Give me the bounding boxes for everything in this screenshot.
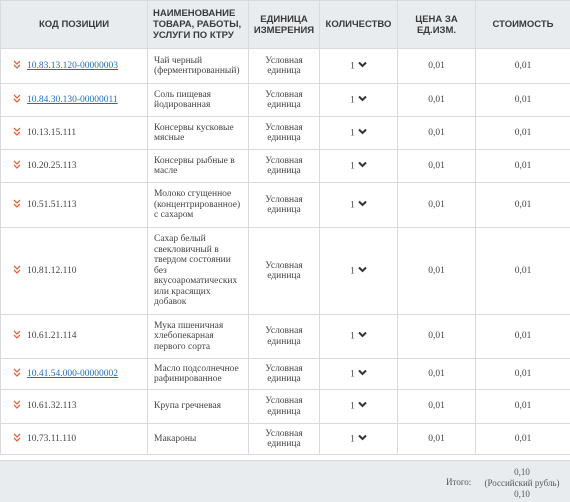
quantity-value: 1	[350, 94, 355, 105]
position-code: 10.73.11.110	[27, 433, 77, 444]
item-name: Масло подсолнечное рафинированное	[148, 359, 249, 390]
item-name: Сахар белый свекловичный в твердом состоянии без вкусоароматических или красящих добавок	[148, 228, 249, 315]
quantity-value: 1	[350, 60, 355, 71]
unit-price: 0,01	[398, 315, 476, 359]
table-header-row	[1, 1, 570, 49]
table-row	[1, 49, 570, 84]
quantity-value: 1	[350, 331, 355, 342]
double-chevron-down-icon[interactable]	[13, 368, 27, 381]
item-name: Макароны	[148, 424, 249, 455]
totals-footer	[0, 460, 570, 502]
unit-price: 0,01	[398, 359, 476, 390]
unit: Условная единица	[249, 359, 320, 390]
quantity-cell	[320, 390, 398, 424]
double-chevron-down-icon[interactable]	[13, 60, 27, 73]
table-row	[1, 359, 570, 390]
unit-price: 0,01	[398, 424, 476, 455]
position-code-cell	[1, 150, 148, 183]
quantity-cell	[320, 315, 398, 359]
position-code: 10.61.32.113	[27, 401, 77, 412]
position-code: 10.51.51.113	[27, 199, 77, 210]
double-chevron-down-icon[interactable]	[13, 127, 27, 140]
header-price: ЦЕНА ЗА ЕД.ИЗМ.	[398, 1, 476, 49]
position-code: 10.61.21.114	[27, 331, 77, 342]
double-chevron-down-icon[interactable]	[13, 160, 27, 173]
position-code-cell	[1, 49, 148, 84]
cost: 0,01	[476, 49, 570, 84]
cost: 0,01	[476, 359, 570, 390]
total-currency: (Российский рубль)	[484, 478, 560, 488]
header-name: НАИМЕНОВАНИЕ ТОВАРА, РАБОТЫ, УСЛУГИ ПО КТРУ	[148, 1, 249, 49]
table-row	[1, 424, 570, 455]
quantity-value: 1	[350, 433, 355, 444]
unit: Условная единица	[249, 84, 320, 117]
double-chevron-down-icon[interactable]	[13, 330, 27, 343]
header-qty: КОЛИЧЕСТВО	[320, 1, 398, 49]
unit: Условная единица	[249, 117, 320, 150]
position-code-cell	[1, 117, 148, 150]
unit: Условная единица	[249, 390, 320, 424]
table-row	[1, 315, 570, 359]
double-chevron-down-icon[interactable]	[13, 265, 27, 278]
quantity-value: 1	[350, 127, 355, 138]
item-name: Соль пищевая йодированная	[148, 84, 249, 117]
total-label: Итого:	[446, 477, 472, 487]
header-cost: СТОИМОСТЬ	[476, 1, 570, 49]
unit: Условная единица	[249, 183, 320, 228]
position-code-cell	[1, 315, 148, 359]
position-code[interactable]: 10.84.30.130-00000011	[27, 94, 118, 105]
quantity-cell	[320, 183, 398, 228]
table-row	[1, 150, 570, 183]
position-code: 10.81.12.110	[27, 265, 77, 276]
cost: 0,01	[476, 183, 570, 228]
cost: 0,01	[476, 117, 570, 150]
unit-price: 0,01	[398, 117, 476, 150]
unit-price: 0,01	[398, 84, 476, 117]
chevron-down-icon[interactable]	[358, 128, 367, 139]
quantity-cell	[320, 359, 398, 390]
quantity-value: 1	[350, 265, 355, 276]
position-code: 10.20.25.113	[27, 160, 77, 171]
quantity-cell	[320, 150, 398, 183]
quantity-cell	[320, 49, 398, 84]
position-code-cell	[1, 228, 148, 315]
unit-price: 0,01	[398, 228, 476, 315]
chevron-down-icon[interactable]	[358, 266, 367, 277]
table-row	[1, 183, 570, 228]
unit-price: 0,01	[398, 183, 476, 228]
double-chevron-down-icon[interactable]	[13, 433, 27, 446]
chevron-down-icon[interactable]	[358, 331, 367, 342]
item-name: Молоко сгущенное (концентрированное) с сахаром	[148, 183, 249, 228]
position-code-cell	[1, 183, 148, 228]
quantity-cell	[320, 117, 398, 150]
position-code[interactable]: 10.41.54.000-00000002	[27, 368, 119, 379]
chevron-down-icon[interactable]	[358, 200, 367, 211]
position-code-cell	[1, 359, 148, 390]
double-chevron-down-icon[interactable]	[13, 94, 27, 107]
table-row	[1, 390, 570, 424]
unit: Условная единица	[249, 150, 320, 183]
quantity-cell	[320, 228, 398, 315]
unit: Условная единица	[249, 49, 320, 84]
position-code-cell	[1, 84, 148, 117]
item-name: Чай черный (ферментированный)	[148, 49, 249, 84]
cost: 0,01	[476, 84, 570, 117]
position-code: 10.13.15.111	[27, 127, 77, 138]
quantity-cell	[320, 84, 398, 117]
header-code: КОД ПОЗИЦИИ	[1, 1, 148, 49]
unit-price: 0,01	[398, 390, 476, 424]
quantity-value: 1	[350, 368, 355, 379]
table-row	[1, 228, 570, 315]
quantity-value: 1	[350, 401, 355, 412]
total-value-secondary: 0,10	[514, 489, 530, 499]
chevron-down-icon[interactable]	[358, 95, 367, 106]
cost: 0,01	[476, 150, 570, 183]
chevron-down-icon[interactable]	[358, 161, 367, 172]
quantity-value: 1	[350, 199, 355, 210]
total-value: 0,10	[514, 467, 530, 477]
quantity-value: 1	[350, 160, 355, 171]
chevron-down-icon[interactable]	[358, 61, 367, 72]
cost: 0,01	[476, 424, 570, 455]
item-name: Крупа гречневая	[148, 390, 249, 424]
item-name: Консервы кусковые мясные	[148, 117, 249, 150]
chevron-down-icon[interactable]	[358, 401, 367, 412]
unit: Условная единица	[249, 315, 320, 359]
double-chevron-down-icon[interactable]	[13, 400, 27, 413]
unit-price: 0,01	[398, 49, 476, 84]
unit: Условная единица	[249, 424, 320, 455]
chevron-down-icon[interactable]	[358, 369, 367, 380]
quantity-cell	[320, 424, 398, 455]
cost: 0,01	[476, 390, 570, 424]
unit: Условная единица	[249, 228, 320, 315]
position-code[interactable]: 10.83.13.120-00000003	[27, 60, 119, 71]
item-name: Мука пшеничная хлебопекарная первого сорта	[148, 315, 249, 359]
cost: 0,01	[476, 315, 570, 359]
item-name: Консервы рыбные в масле	[148, 150, 249, 183]
header-unit: ЕДИНИЦА ИЗМЕРЕНИЯ	[249, 1, 320, 49]
double-chevron-down-icon[interactable]	[13, 199, 27, 212]
chevron-down-icon[interactable]	[358, 434, 367, 445]
position-code-cell	[1, 424, 148, 455]
position-code-cell	[1, 390, 148, 424]
table-row	[1, 117, 570, 150]
table-row	[1, 84, 570, 117]
unit-price: 0,01	[398, 150, 476, 183]
cost: 0,01	[476, 228, 570, 315]
